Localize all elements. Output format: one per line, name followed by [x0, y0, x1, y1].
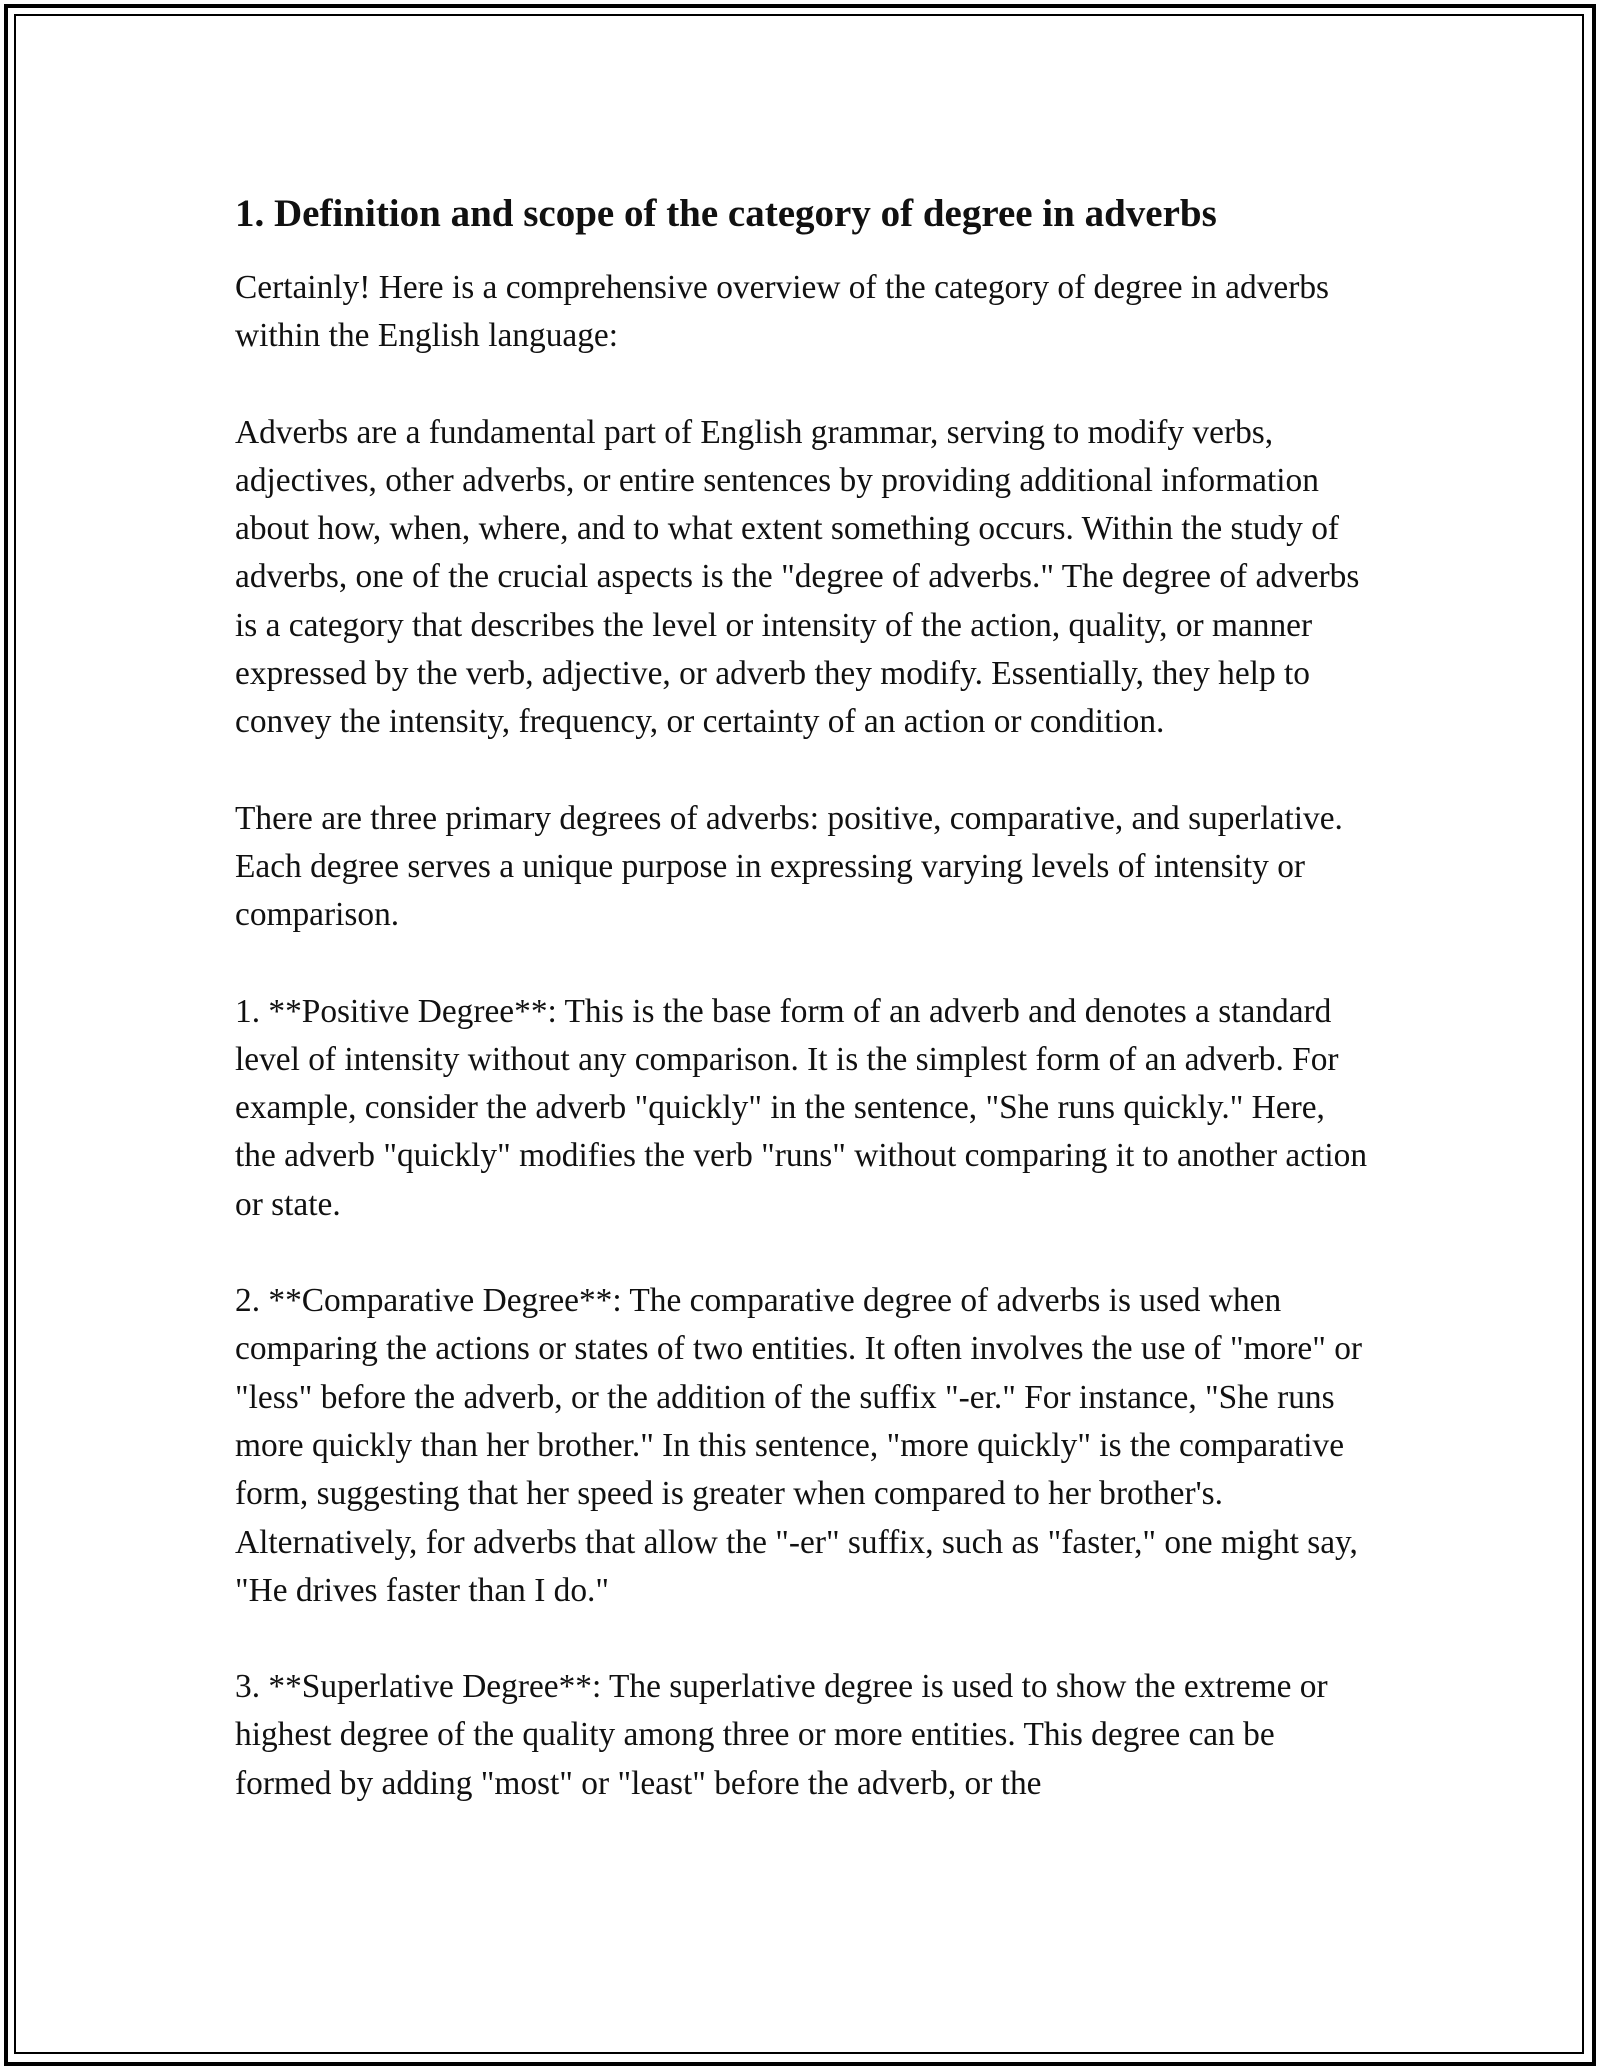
- section-heading: 1. Definition and scope of the category of degree in adverbs: [235, 192, 1217, 235]
- paragraph-intro: Certainly! Here is a comprehensive overview of the category of degree in adverbs within the English language:: [235, 269, 1330, 355]
- document-body: [235, 186, 1370, 1808]
- paragraph-comparative-degree: 2. **Comparative Degree**: The comparative degree of adverbs is used when comparing the actions or states of two entities. It often involves the use of "more" or "less" before the adverb, or the addition of the suffix "-er." For instance, "She runs more quickly than her brother." In this sentence, "more quickly" is the comparative form, suggesting that her speed is greater when compared to her brother's. Alternatively, for adverbs that allow the "-er" suffix, such as "faster," one might say, "He drives faster than I do.": [235, 1282, 1363, 1609]
- paragraph-adverbs-overview: Adverbs are a fundamental part of English grammar, serving to modify verbs, adjectives, other adverbs, or entire sentences by providing additional information about how, when, where, and to what extent something occurs. Within the study of adverbs, one of the crucial aspects is the "degree of adverbs." The degree of adverbs is a category that describes the level or intensity of the action, quality, or manner expressed by the verb, adjective, or adverb they modify. Essentially, they help to convey the intensity, frequency, or certainty of an action or condition.: [235, 413, 1360, 741]
- paragraph-positive-degree: 1. **Positive Degree**: This is the base form of an adverb and denotes a standard level of intensity without any comparison. It is the simplest form of an adverb. For example, consider the adverb "quickly" in the sentence, "She runs quickly." Here, the adverb "quickly" modifies the verb "runs" without comparing it to another action or state.: [235, 992, 1368, 1223]
- paragraph-superlative-degree: 3. **Superlative Degree**: The superlative degree is used to show the extreme or highest degree of the quality among three or more entities. This degree can be formed by adding "most" or "least" before the adverb, or the: [235, 1668, 1328, 1802]
- paragraph-three-degrees: There are three primary degrees of adverbs: positive, comparative, and superlative. Each degree serves a unique purpose in expressing varying levels of intensity or comparison.: [235, 799, 1343, 934]
